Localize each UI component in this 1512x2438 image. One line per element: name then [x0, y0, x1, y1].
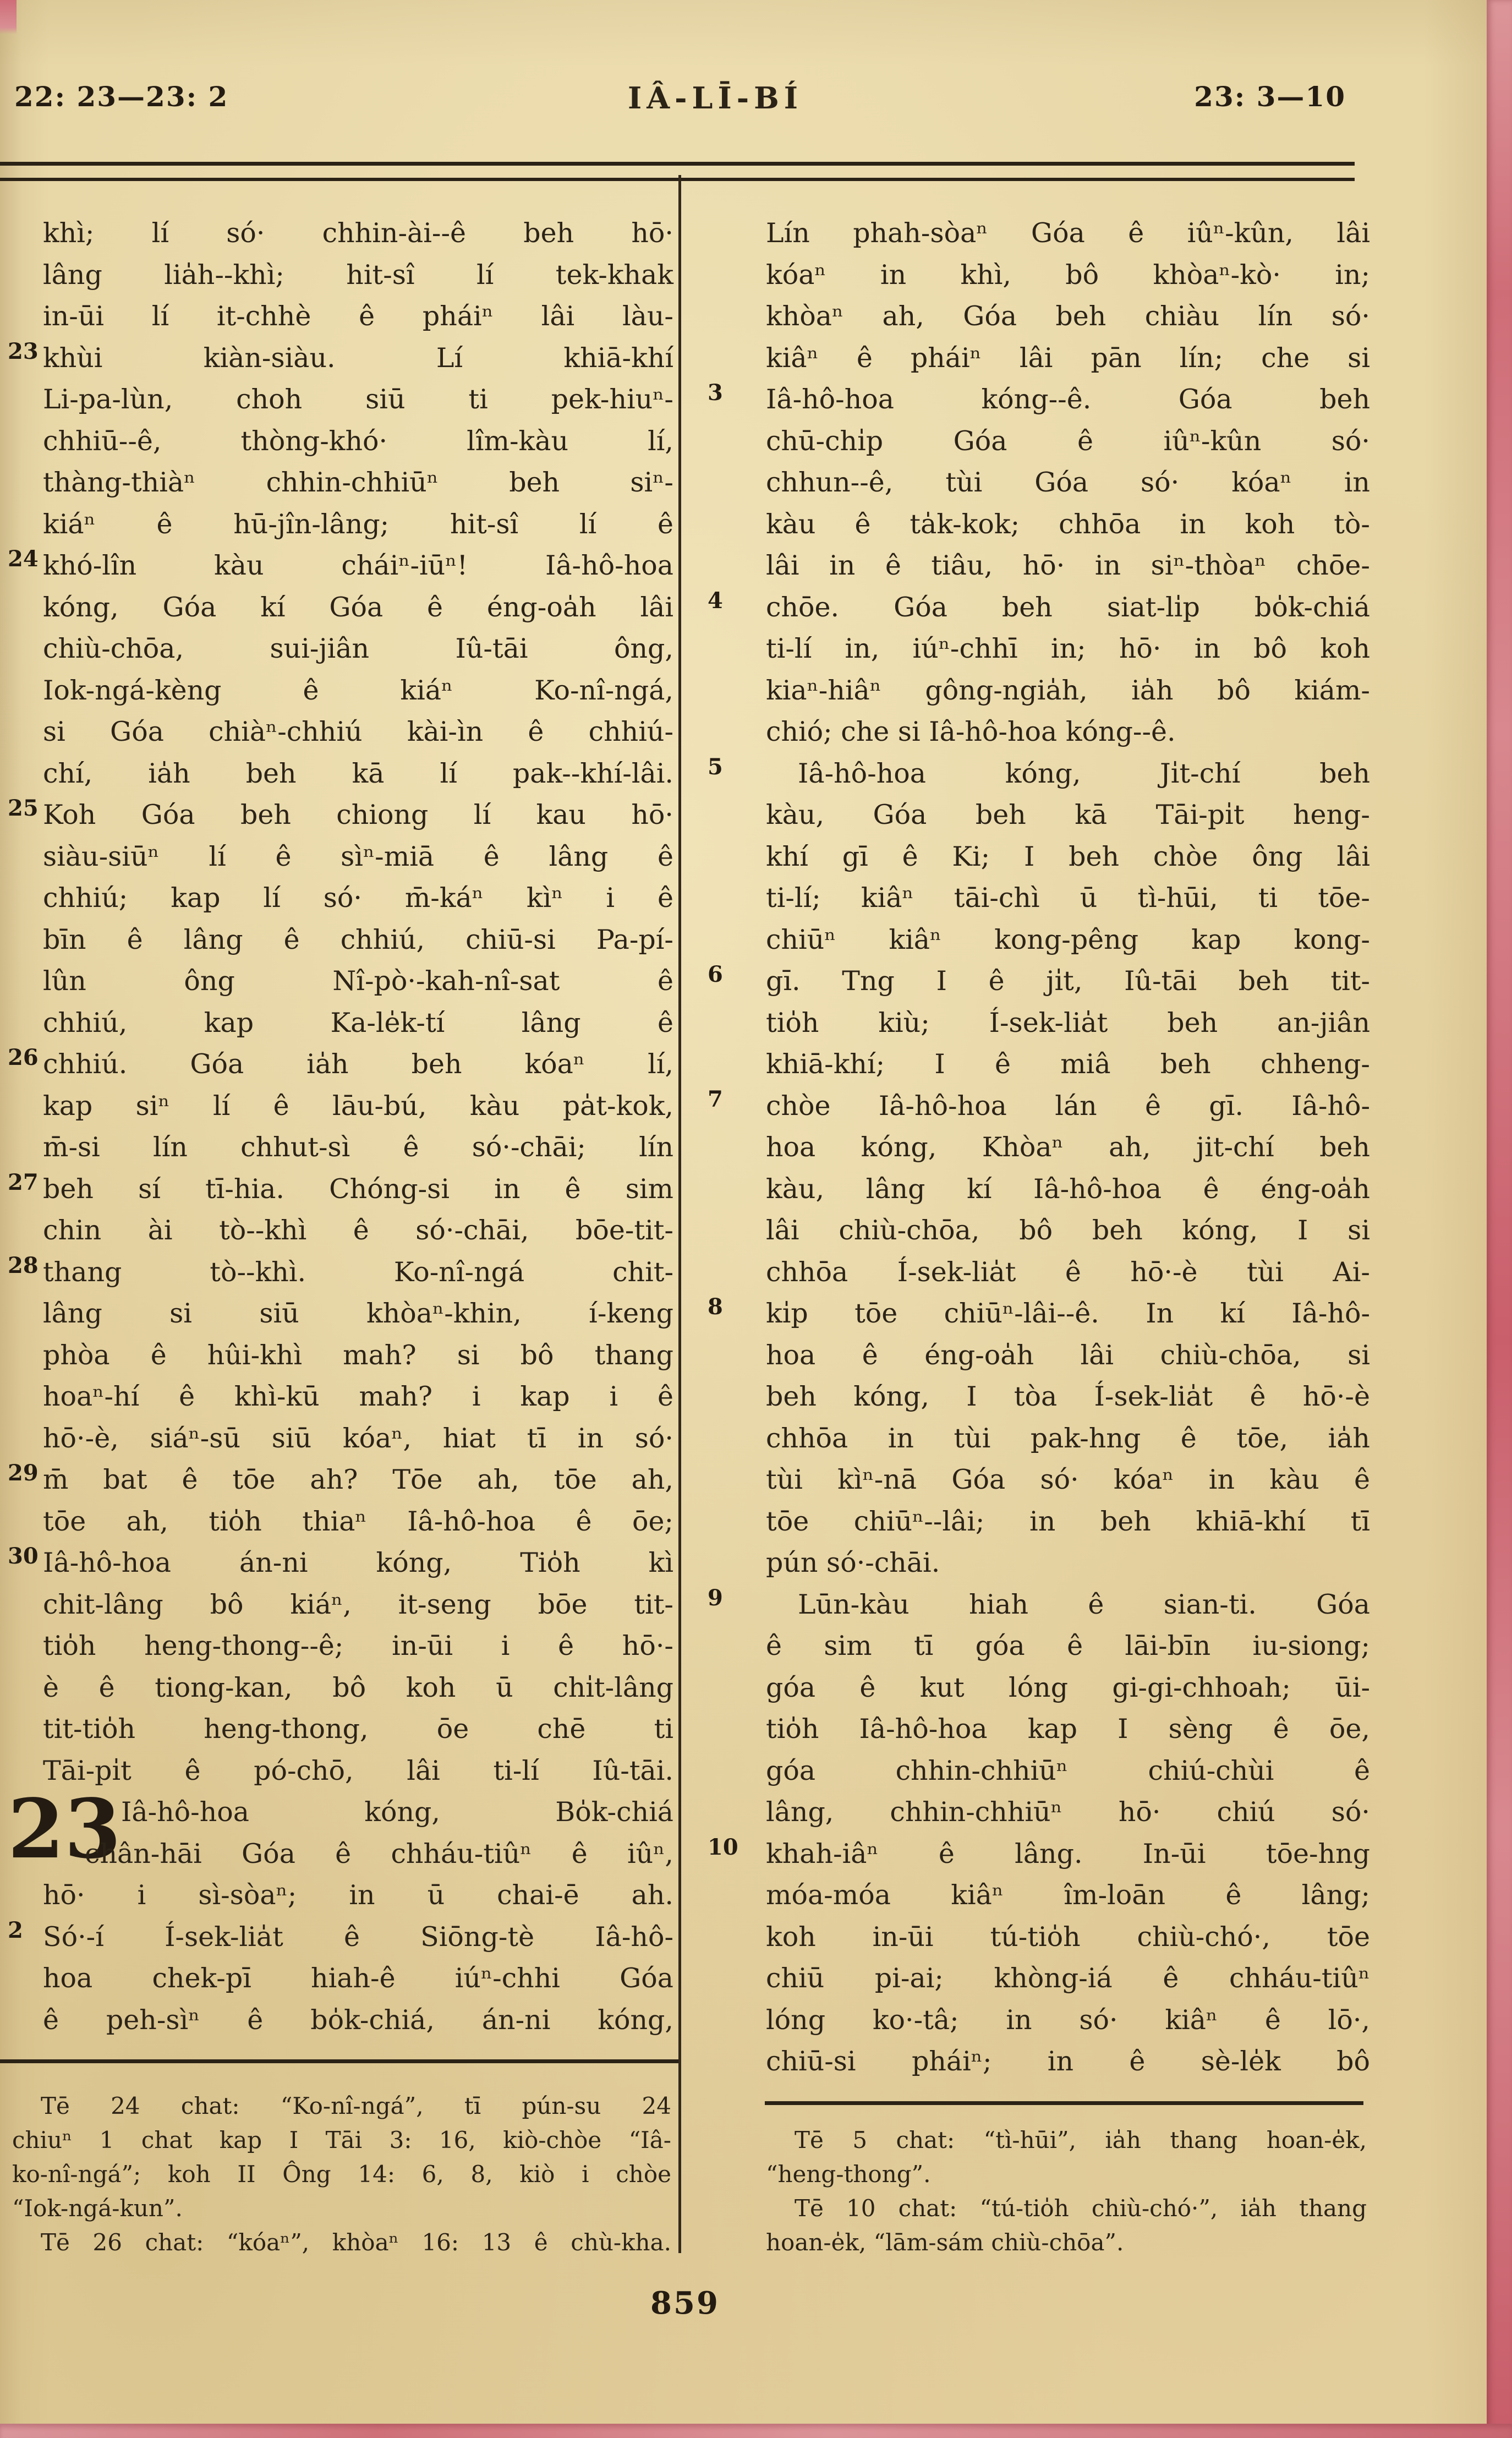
text-line	[766, 337, 1370, 379]
text-line	[766, 670, 1370, 712]
text-line	[8, 794, 673, 836]
text-line	[43, 1293, 673, 1335]
verse-number: 5	[708, 753, 723, 780]
verse-text: lûn ông Nî-pò·-kah-nî-sat ê	[43, 965, 673, 997]
verse-text: beh kóng, I tòa Í-sek-lia̍t ê hō·-è	[766, 1381, 1370, 1412]
text-line	[8, 545, 673, 587]
verse-text: pún só·-chāi.	[766, 1547, 940, 1578]
verse-number: 27	[8, 1169, 39, 1195]
text-line	[766, 1750, 1370, 1792]
verse-text: khì; lí só· chhin-ài--ê beh hō·	[43, 217, 673, 249]
text-line	[43, 1791, 673, 1833]
verse-text: chin ài tò--khì ê só·-chāi, bōe-tit-	[43, 1215, 673, 1246]
text-line	[708, 1293, 1370, 1335]
verse-number: 26	[8, 1045, 39, 1070]
text-line	[43, 1335, 673, 1376]
text-line	[766, 919, 1370, 961]
text-line	[766, 1459, 1370, 1501]
verse-text: beh sí tī-hia. Chóng-si in ê sim	[43, 1173, 673, 1205]
text-line	[43, 1833, 673, 1875]
verse-text: ko-nî-ngá”; koh II Ông 14: 6, 8, kiò i chòe	[12, 2161, 671, 2188]
chapter-number: 23	[8, 1781, 121, 1877]
text-line	[708, 960, 1370, 1002]
verse-text: gī. Tng I ê ji̍t, Iû-tāi beh tit-	[766, 965, 1370, 997]
text-line	[766, 1501, 1370, 1543]
verse-text: hoan-e̍k, “lām-sám chiù-chōa”.	[766, 2229, 1124, 2256]
text-line	[43, 587, 673, 628]
text-line	[43, 296, 673, 337]
text-line	[708, 587, 1370, 628]
verse-text: tio̍h kiù; Í-sek-lia̍t beh an-jiân	[766, 1007, 1370, 1038]
verse-text: góa ê kut lóng gi-gi-chhoah; ūi-	[766, 1671, 1370, 1703]
column-divider-rule	[678, 175, 681, 2253]
text-line	[12, 2191, 671, 2226]
text-line	[43, 1750, 673, 1792]
verse-text: lâi chiù-chōa, bô beh kóng, I si	[766, 1215, 1370, 1246]
verse-text: ti-lí in, iúⁿ-chhī in; hō· in bô koh	[766, 633, 1370, 664]
header-double-rule	[0, 162, 1355, 181]
verse-text: si Góa chiàⁿ-chhiú kài-ìn ê chhiú-	[43, 716, 673, 747]
text-line	[8, 1251, 673, 1293]
text-line	[766, 1874, 1370, 1916]
text-line	[12, 2157, 671, 2191]
verse-text: chhiú. Góa ia̍h beh kóaⁿ lí,	[43, 1048, 673, 1080]
text-line	[766, 877, 1370, 919]
verse-text: ti-lí; kiâⁿ tāi-chì ū tì-hūi, ti tōe-	[766, 882, 1370, 914]
verse-number: 3	[708, 380, 723, 406]
text-line	[766, 711, 1370, 753]
text-line	[43, 1708, 673, 1750]
text-line	[43, 1625, 673, 1667]
verse-text: Lūn-kàu hiah ê sian-ti. Góa	[798, 1588, 1370, 1620]
verse-text: koh in-ūi tú-tio̍h chiù-chó·, tōe	[766, 1921, 1370, 1953]
verse-text: lóng ko·-tâ; in só· kiâⁿ ê lō·,	[766, 2004, 1370, 2036]
text-line	[766, 1251, 1370, 1293]
verse-text: “heng-thong”.	[766, 2161, 931, 2188]
text-line	[766, 2157, 1367, 2191]
verse-text: kiaⁿ-hiâⁿ gông-ngia̍h, ia̍h bô kiám-	[766, 674, 1370, 706]
verse-text: hoa ê éng-oa̍h lâi chiù-chōa, si	[766, 1339, 1370, 1371]
text-line	[766, 296, 1370, 337]
verse-text: chiuⁿ 1 chat kap I Tāi 3: 16, kiò-chòe “Iâ-	[12, 2127, 671, 2153]
verse-number: 25	[8, 795, 39, 821]
verse-text: è ê tiong-kan, bô koh ū chi̍t-lâng	[43, 1671, 673, 1703]
text-line	[766, 2191, 1367, 2226]
text-line	[43, 1501, 673, 1543]
verse-number: 29	[8, 1460, 39, 1486]
text-line	[766, 1002, 1370, 1044]
text-line	[766, 212, 1370, 254]
running-head-book-title: IÂ-LĪ-BÍ	[627, 80, 803, 116]
verse-text: Tē 26 chat: “kóaⁿ”, khòaⁿ 16: 13 ê chù-kha.	[41, 2229, 671, 2256]
running-head-right-ref: 23: 3—10	[1194, 80, 1346, 113]
text-line	[708, 379, 1370, 420]
verse-text: chit-lâng bô kiáⁿ, it-seng bōe tit-	[43, 1588, 673, 1620]
verse-text: hoaⁿ-hí ê khì-kū mah? i kap i ê	[43, 1381, 673, 1412]
verse-text: chhiú; kap lí só· m̄-káⁿ kìⁿ i ê	[43, 882, 673, 914]
verse-text: Iâ-hô-hoa kóng--ê. Góa beh	[766, 384, 1370, 415]
text-line	[43, 1127, 673, 1168]
text-line	[766, 1999, 1370, 2041]
text-line	[766, 1958, 1370, 1999]
text-line	[766, 1168, 1370, 1210]
verse-text: Koh Góa beh chiong lí kau hō·	[43, 799, 673, 830]
verse-text: chhōa in tùi pak-hng ê tōe, ia̍h	[766, 1422, 1370, 1454]
verse-number: 6	[708, 961, 723, 987]
verse-text: kóng, Góa kí Góa ê éng-oa̍h lâi	[43, 591, 673, 623]
text-line	[766, 1043, 1370, 1085]
verse-text: chòe Iâ-hô-hoa lán ê gī. Iâ-hô-	[766, 1090, 1370, 1122]
verse-text: Tē 24 chat: “Ko-nî-ngá”, tī pún-su 24	[41, 2092, 671, 2119]
verse-text: kàu, lâng kí Iâ-hô-hoa ê éng-oa̍h	[766, 1173, 1370, 1205]
verse-number: 9	[708, 1584, 723, 1611]
text-line	[43, 1085, 673, 1127]
verse-text: Só·-í Í-sek-lia̍t ê Siōng-tè Iâ-hô-	[43, 1921, 673, 1953]
verse-number: 30	[8, 1543, 39, 1569]
running-head-left-ref: 22: 23—23: 2	[14, 80, 229, 113]
verse-text: chiù-chōa, sui-jiân Iû-tāi ông,	[43, 633, 673, 664]
verse-text: Tāi-pi̍t ê pó-chō, lâi ti-lí Iû-tāi.	[43, 1754, 673, 1786]
verse-text: tùi kìⁿ-nā Góa só· kóaⁿ in kàu ê	[766, 1464, 1370, 1495]
verse-number: 8	[708, 1294, 723, 1320]
verse-text: “Iok-ngá-kun”.	[12, 2195, 183, 2222]
verse-text: hoa chek-pī hiah-ê iúⁿ-chhi Góa	[43, 1963, 673, 1994]
verse-text: chí, ia̍h beh kā lí pak--khí-lâi.	[43, 757, 673, 789]
text-line	[43, 877, 673, 919]
verse-text: kiâⁿ ê pháiⁿ lâi pān lín; che si	[766, 342, 1370, 374]
page-number: 859	[650, 2285, 720, 2321]
text-line	[43, 836, 673, 878]
text-line	[8, 337, 673, 379]
text-line	[766, 1210, 1370, 1251]
verse-text: chiū-si pháiⁿ; in ê sè-le̍k bô	[766, 2046, 1370, 2077]
verse-text: kóaⁿ in khì, bô khòaⁿ-kò· in;	[766, 259, 1370, 291]
verse-number: 4	[708, 587, 723, 614]
text-line	[43, 628, 673, 670]
verse-text: tōe chiūⁿ--lâi; in beh khiā-khí tī	[766, 1505, 1370, 1537]
verse-text: m̄ bat ê tōe ah? Tōe ah, tōe ah,	[43, 1464, 673, 1495]
verse-text: thang tò--khì. Ko-nî-ngá chit-	[43, 1256, 673, 1288]
verse-text: m̄-si lín chhut-sì ê só·-chāi; lín	[43, 1131, 673, 1163]
verse-text: ki̍p tōe chiūⁿ-lâi--ê. In kí Iâ-hô-	[766, 1298, 1370, 1329]
text-line	[43, 1418, 673, 1459]
verse-number: 7	[708, 1086, 723, 1112]
text-line	[43, 1999, 673, 2041]
text-line	[766, 1667, 1370, 1709]
text-line	[43, 254, 673, 296]
verse-text: Lín phah-sòaⁿ Góa ê iûⁿ-kûn, lâi	[766, 217, 1370, 249]
verse-text: chū-chi̍p Góa ê iûⁿ-kûn só·	[766, 425, 1370, 457]
text-line	[43, 1958, 673, 1999]
verse-text: khah-iâⁿ ê lâng. In-ūi tōe-hng	[766, 1838, 1370, 1870]
text-line	[43, 1210, 673, 1251]
text-line	[43, 919, 673, 961]
text-line	[43, 1002, 673, 1044]
footnote-rule-left	[0, 2059, 678, 2063]
text-line	[766, 2123, 1367, 2157]
verse-text: tio̍h heng-thong--ê; in-ūi i ê hō·-	[43, 1630, 673, 1661]
text-line	[766, 794, 1370, 836]
verse-text: lâng, chhin-chhiūⁿ hō· chiú só·	[766, 1796, 1370, 1828]
verse-text: chhiú, kap Ka-le̍k-tí lâng ê	[43, 1007, 673, 1038]
text-line	[43, 1874, 673, 1916]
text-line	[43, 1584, 673, 1626]
verse-text: kàu, Góa beh kā Tāi-pi̍t heng-	[766, 799, 1370, 830]
text-line	[708, 1085, 1370, 1127]
text-line	[708, 753, 1370, 795]
verse-text: kap siⁿ lí ê lāu-bú, kàu pa̍t-kok,	[43, 1090, 673, 1122]
verse-text: hoa kóng, Khòaⁿ ah, jit-chí beh	[766, 1131, 1370, 1163]
text-line	[766, 1916, 1370, 1958]
book-edge-top-left	[0, 0, 17, 34]
text-line	[766, 2226, 1367, 2260]
verse-text: hō·-è, siáⁿ-sū siū kóaⁿ, hiat tī in só·	[43, 1422, 673, 1454]
text-line	[12, 2123, 671, 2157]
text-line	[766, 1418, 1370, 1459]
footnote-rule-right	[765, 2101, 1363, 2105]
text-line	[8, 1168, 673, 1210]
text-line	[766, 1376, 1370, 1418]
left-text-column	[8, 212, 673, 2041]
text-line	[43, 1667, 673, 1709]
text-line	[766, 254, 1370, 296]
verse-text: lâi in ê tiâu, hō· in siⁿ-thòaⁿ chōe-	[766, 550, 1370, 581]
text-line	[766, 462, 1370, 504]
text-line	[43, 212, 673, 254]
text-line	[708, 1833, 1370, 1875]
book-edge-right	[1487, 0, 1512, 2438]
verse-text: siàu-siūⁿ lí ê sìⁿ-miā ê lâng ê	[43, 840, 673, 872]
verse-text: khùi kiàn-siàu. Lí khiā-khí	[43, 342, 673, 374]
verse-text: tio̍h Iâ-hô-hoa kap I sèng ê ōe,	[766, 1713, 1370, 1745]
text-line	[766, 1708, 1370, 1750]
verse-text: Li-pa-lùn, choh siū ti pek-hiuⁿ-	[43, 384, 673, 415]
verse-text: ê sim tī góa ê lāi-bīn iu-siong;	[766, 1630, 1370, 1661]
verse-text: chhun--ê, tùi Góa só· kóaⁿ in	[766, 467, 1370, 498]
text-line	[766, 1625, 1370, 1667]
verse-number: 23	[8, 338, 39, 364]
text-line	[43, 462, 673, 504]
text-line	[766, 504, 1370, 545]
text-line	[766, 420, 1370, 462]
verse-text: ê peh-sìⁿ ê bo̍k-chiá, án-ni kóng,	[43, 2004, 673, 2036]
verse-text: góa chhin-chhiūⁿ chiú-chùi ê	[766, 1754, 1370, 1786]
text-line	[766, 1542, 1370, 1584]
text-line	[766, 836, 1370, 878]
text-line	[43, 960, 673, 1002]
text-line	[43, 1376, 673, 1418]
text-line	[766, 545, 1370, 587]
verse-text: Iâ-hô-hoa kóng, Ji̍t-chí beh	[798, 757, 1370, 789]
verse-text: tit-tio̍h heng-thong, ōe chē ti	[43, 1713, 673, 1745]
verse-text: khó-lîn kàu cháiⁿ-iūⁿ! Iâ-hô-hoa	[43, 550, 673, 581]
text-line	[8, 1542, 673, 1584]
verse-text: phòa ê hûi-khì mah? si bô thang	[43, 1339, 673, 1371]
verse-text: lâng lia̍h--khì; hit-sî lí tek-khak	[43, 259, 673, 291]
text-line	[8, 1916, 673, 1958]
verse-text: kàu ê ta̍k-kok; chhōa in koh tò-	[766, 508, 1370, 540]
text-line	[8, 1043, 673, 1085]
verse-text: bīn ê lâng ê chhiú, chiū-si Pa-pí-	[43, 923, 673, 955]
verse-text: khòaⁿ ah, Góa beh chiàu lín só·	[766, 300, 1370, 332]
right-text-column	[708, 212, 1370, 2082]
verse-number: 28	[8, 1252, 39, 1278]
verse-text: chiūⁿ kiâⁿ kong-pêng kap kong-	[766, 923, 1370, 955]
text-line	[43, 753, 673, 795]
verse-text: chiū pi-ai; khòng-iá ê chháu-tiûⁿ	[766, 1963, 1370, 1994]
text-line	[766, 1127, 1370, 1168]
text-line	[766, 1791, 1370, 1833]
text-line	[43, 420, 673, 462]
verse-text: Tē 10 chat: “tú-tio̍h chiù-chó·”, ia̍h thang	[795, 2195, 1367, 2222]
verse-text: thàng-thiàⁿ chhin-chhiūⁿ beh siⁿ-	[43, 467, 673, 498]
text-line	[12, 2089, 671, 2123]
verse-text: chōe. Góa beh siat-li̍p bo̍k-chiá	[766, 591, 1370, 623]
footnotes-right	[766, 2123, 1367, 2260]
text-line	[708, 1584, 1370, 1626]
verse-text: tōe ah, tio̍h thiaⁿ Iâ-hô-hoa ê ōe;	[43, 1505, 673, 1537]
verse-text: móa-móa kiâⁿ îm-loān ê lâng;	[766, 1879, 1370, 1911]
verse-text: hō· i sì-sòaⁿ; in ū chai-ē ah.	[43, 1879, 673, 1911]
verse-text: chhōa Í-sek-lia̍t ê hō·-è tùi Ai-	[766, 1256, 1370, 1288]
verse-number: 24	[8, 546, 39, 572]
verse-text: chân-hāi Góa ê chháu-tiûⁿ ê iûⁿ,	[85, 1838, 673, 1870]
verse-text: lâng si siū khòaⁿ-khin, í-keng	[43, 1298, 673, 1329]
verse-text: khiā-khí; I ê miâ beh chheng-	[766, 1048, 1370, 1080]
verse-text: Iâ-hô-hoa kóng, Bo̍k-chiá	[121, 1796, 673, 1828]
verse-text: in-ūi lí it-chhè ê pháiⁿ lâi làu-	[43, 300, 673, 332]
text-line	[766, 2041, 1370, 2082]
verse-text: Tē 5 chat: “tì-hūi”, ia̍h thang hoan-e̍k,	[795, 2127, 1367, 2153]
text-line	[43, 504, 673, 545]
verse-text: khí gī ê Ki; I beh chòe ông lâi	[766, 840, 1370, 872]
verse-text: chhiū--ê, thòng-khó· lîm-kàu lí,	[43, 425, 673, 457]
book-edge-bottom	[0, 2424, 1512, 2438]
verse-text: Iok-ngá-kèng ê kiáⁿ Ko-nî-ngá,	[43, 674, 673, 706]
text-line	[12, 2226, 671, 2260]
verse-number: 10	[708, 1834, 738, 1860]
text-line	[43, 670, 673, 712]
verse-text: Iâ-hô-hoa án-ni kóng, Tio̍h kì	[43, 1547, 673, 1578]
text-line	[8, 1459, 673, 1501]
text-line	[766, 1335, 1370, 1376]
verse-text: kiáⁿ ê hū-jîn-lâng; hit-sî lí ê	[43, 508, 673, 540]
verse-text: chió; che si Iâ-hô-hoa kóng--ê.	[766, 716, 1176, 747]
text-line	[766, 628, 1370, 670]
text-line	[43, 379, 673, 420]
text-line	[43, 711, 673, 753]
verse-number: 2	[8, 1917, 23, 1943]
footnotes-left	[12, 2089, 671, 2260]
